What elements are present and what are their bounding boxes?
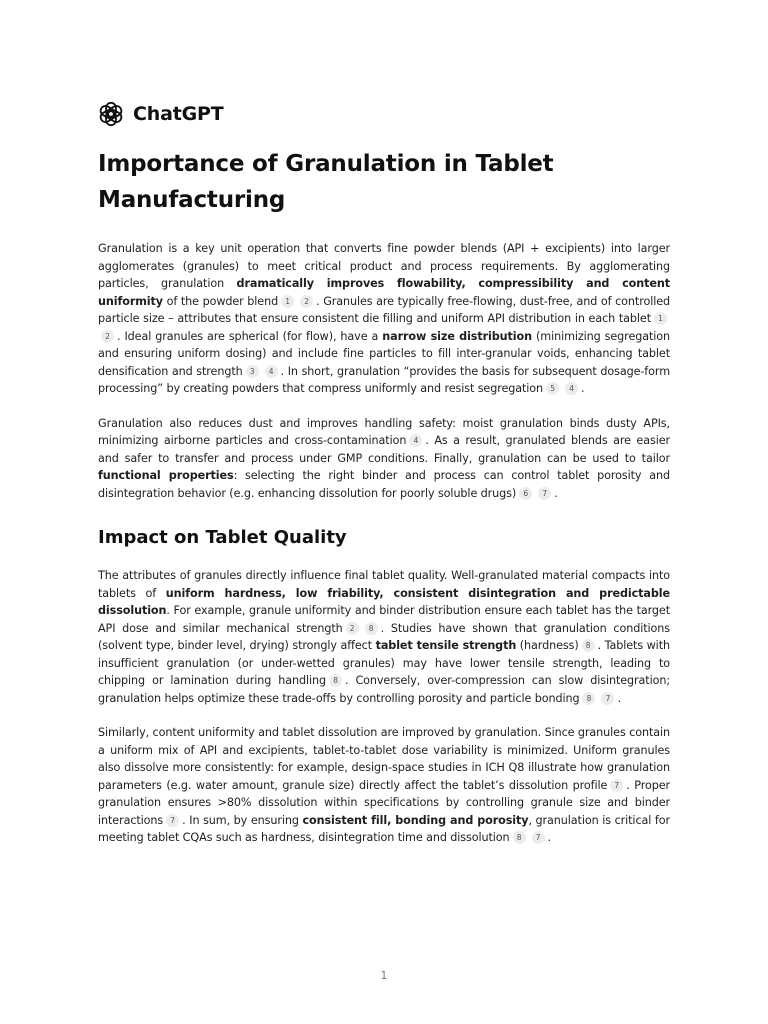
body-paragraph bbox=[98, 724, 670, 847]
text-run: . bbox=[547, 831, 551, 844]
text-run: . Tablets with insufficient granulation (or under-wetted granules) may have lower tensile strength, leading to chipping or lamination during handling bbox=[98, 639, 670, 687]
text-run: . Granules are typically free-flowing, dust-free, and of controlled particle size – attributes that ensure consistent die filling and uniform API distribution in each tablet bbox=[98, 294, 670, 325]
emphasis-text: narrow size distribution bbox=[382, 329, 532, 343]
citation-badge[interactable]: 4 bbox=[409, 434, 422, 447]
text-run: . bbox=[617, 691, 621, 705]
text-run: : selecting the right binder and process can control tablet porosity and disintegration behavior (e.g. enhancing dissolution for poorly soluble drugs) bbox=[98, 469, 671, 500]
citation-badge[interactable]: 2 bbox=[300, 295, 313, 308]
text-run: (hardness) bbox=[516, 639, 579, 652]
body-paragraph bbox=[98, 567, 670, 707]
emphasis-text: dramatically improves flowability, compressibility and content uniformity bbox=[98, 277, 670, 308]
body-paragraph bbox=[98, 415, 670, 503]
text-run: Granulation is a key unit operation that converts fine powder blends (API + excipients) into larger agglomerates (granules) to meet critical product and process requirements. By agglomerating particles, granulation bbox=[98, 242, 670, 290]
text-run: . Proper granulation ensures >80% dissolution within specifications by controlling granule size and binder interactions bbox=[98, 778, 670, 827]
text-run: of the powder blend bbox=[162, 294, 279, 308]
text-run: . Ideal granules are spherical (for flow), have a bbox=[117, 329, 383, 343]
citation-badge[interactable]: 8 bbox=[329, 674, 342, 687]
citation-badge[interactable]: 5 bbox=[546, 382, 559, 395]
text-run: . Conversely, over-compression can slow disintegration; granulation helps optimize these trade-offs by controlling porosity and particle bonding bbox=[98, 674, 670, 705]
citation-badge[interactable]: 1 bbox=[281, 295, 294, 308]
text-run: . As a result, granulated blends are easier and safer to transfer and process under GMP conditions. Finally, granulation can be used to tailor bbox=[98, 434, 670, 465]
citation-badge[interactable]: 7 bbox=[610, 779, 623, 792]
text-run: . bbox=[581, 382, 585, 395]
citation-badge[interactable]: 8 bbox=[582, 639, 595, 652]
text-run: (minimizing segregation and ensuring uniform dosing) and include fine particles to fill inter-granular voids, enhancing tablet densification and strength bbox=[98, 329, 671, 378]
text-run: . Studies have shown that granulation conditions (solvent type, binder level, drying) strongly affect bbox=[98, 621, 670, 652]
emphasis-text: functional properties bbox=[98, 469, 234, 482]
openai-logo-icon bbox=[97, 100, 125, 128]
text-run: . bbox=[554, 486, 558, 500]
document-sections bbox=[98, 240, 670, 847]
citation-badge[interactable]: 8 bbox=[513, 831, 526, 844]
citation-badge[interactable]: 7 bbox=[532, 831, 545, 844]
emphasis-text: uniform hardness, low friability, consistent disintegration and predictable dissolution bbox=[98, 586, 670, 617]
emphasis-text: consistent fill, bonding and porosity bbox=[302, 813, 529, 827]
section-heading: Impact on Tablet Quality bbox=[98, 527, 347, 548]
citation-badge[interactable]: 2 bbox=[101, 330, 114, 343]
document-title: Importance of Granulation in Tablet Manufacturing bbox=[98, 151, 554, 213]
text-run: The attributes of granules directly influence final tablet quality. Well-granulated material compacts into tablets of bbox=[98, 569, 670, 600]
body-paragraph bbox=[98, 240, 670, 398]
text-run: , granulation is critical for meeting tablet CQAs such as hardness, disintegration time and dissolution bbox=[98, 813, 670, 844]
document-content bbox=[98, 146, 670, 864]
citation-badge[interactable]: 7 bbox=[166, 814, 179, 827]
text-run: . In sum, by ensuring bbox=[182, 813, 303, 827]
citation-badge[interactable]: 7 bbox=[601, 692, 614, 705]
citation-badge[interactable]: 4 bbox=[565, 382, 578, 395]
emphasis-text: tablet tensile strength bbox=[375, 639, 517, 652]
citation-badge[interactable]: 3 bbox=[246, 365, 259, 378]
text-run: . For example, granule uniformity and binder distribution ensure each tablet has the target API dose and similar mechanical strength bbox=[98, 604, 670, 635]
citation-badge[interactable]: 2 bbox=[346, 622, 359, 635]
page-number: 1 bbox=[380, 970, 388, 982]
citation-badge[interactable]: 8 bbox=[582, 692, 595, 705]
text-run: Similarly, content uniformity and tablet dissolution are improved by granulation. Since granules contain a uniform mix of API and excipients, tablet-to-tablet dose variability is minimized. Uniform granules also dissolve more consistently: for example, design-space studies in ICH Q8 illustrate how granulation parameters (e.g. water amount, granule size) directly affect the tablet’s dissolution profile bbox=[98, 726, 670, 792]
text-run: Granulation also reduces dust and improves handling safety: moist granulation binds dusty APIs, minimizing airborne particles and cross-contamination bbox=[98, 416, 670, 447]
citation-badge[interactable]: 4 bbox=[265, 365, 278, 378]
brand-header bbox=[97, 99, 223, 129]
citation-badge[interactable]: 7 bbox=[538, 487, 551, 500]
citation-badge[interactable]: 8 bbox=[365, 622, 378, 635]
citation-badge[interactable]: 6 bbox=[519, 487, 532, 500]
brand-name: ChatGPT bbox=[133, 103, 224, 125]
text-run: . In short, granulation “provides the basis for subsequent dosage-form processing” by creating powders that compress uniformly and resist segregation bbox=[98, 364, 670, 395]
citation-badge[interactable]: 1 bbox=[654, 312, 667, 325]
